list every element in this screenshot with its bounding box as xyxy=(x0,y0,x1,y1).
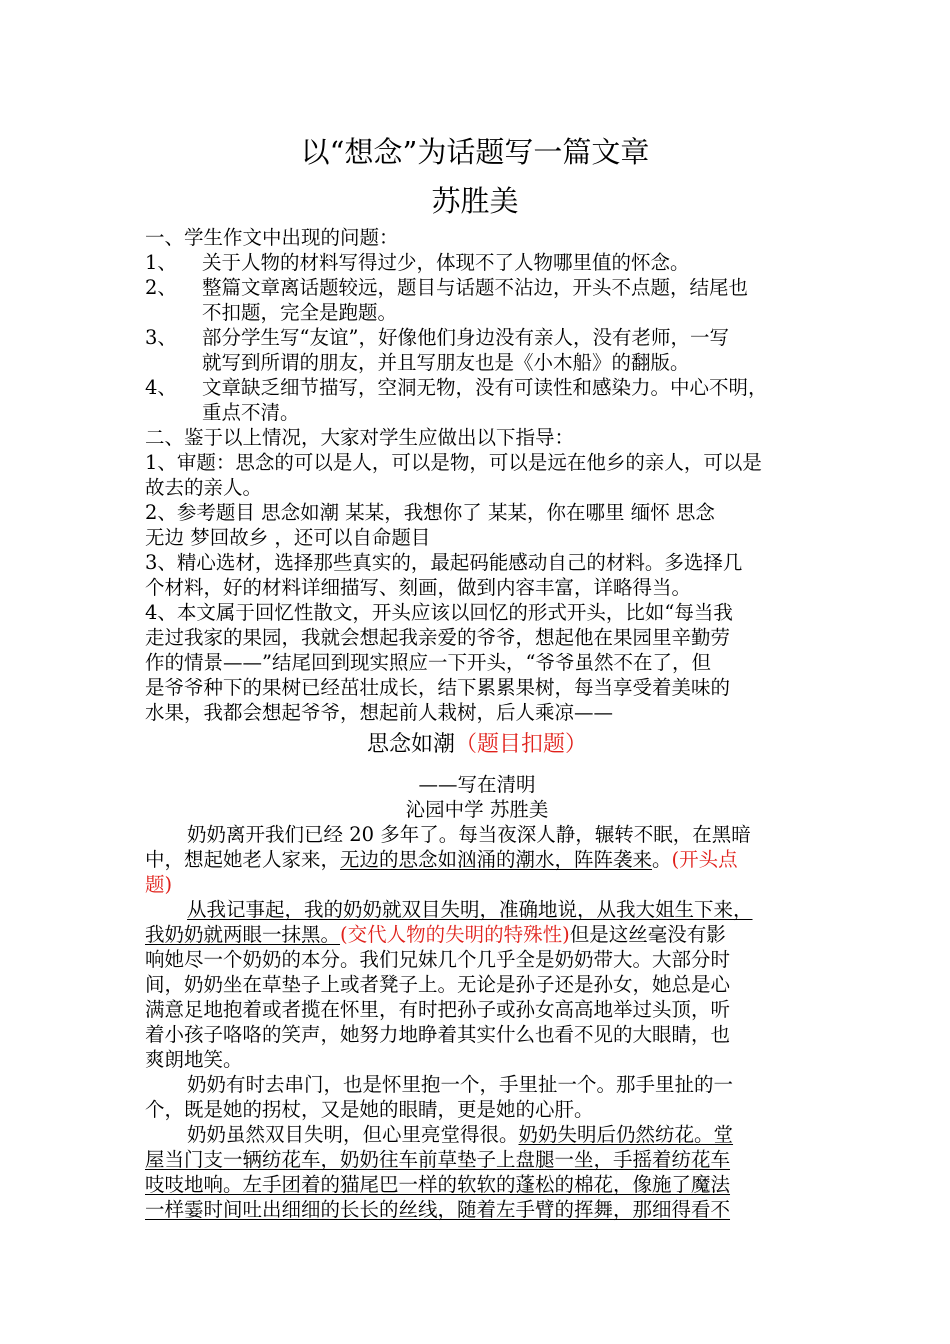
paragraph-line: 一样霎时间吐出细细的长长的丝线，随着左手臂的挥舞，那细得看不 xyxy=(145,1198,731,1221)
document-title: 以“想念”为话题写一篇文章 xyxy=(300,135,650,169)
annotation-note: (开头点 xyxy=(671,848,738,871)
paragraph-line: 满意足地抱着或者揽在怀里，有时把孙子或孙女高高地举过头顶，听 xyxy=(145,998,731,1021)
guide-line: 4、本文属于回忆性散文，开头应该以回忆的形式开头，比如“每当我 xyxy=(145,601,733,624)
item-text: 部分学生写“友谊”，好像他们身边没有亲人，没有老师，一写 xyxy=(202,326,729,349)
guide-line: 3、精心选材，选择那些真实的，最起码能感动自己的材料。多选择几 xyxy=(145,551,743,574)
item-number: 4、 xyxy=(145,376,177,399)
item-number: 1、 xyxy=(145,251,177,274)
paragraph-line: 着小孩子咯咯的笑声，她努力地睁着其实什么也看不见的大眼睛，也 xyxy=(145,1023,731,1046)
annotation-note: 题) xyxy=(145,873,173,896)
paragraph-line: 吱吱地响。左手团着的猫尾巴一样的软软的蓬松的棉花，像施了魔法 xyxy=(145,1173,731,1196)
annotation-note: (交代人物的失明的特殊性) xyxy=(340,923,570,946)
list-item xyxy=(145,275,809,300)
essay-subtitle: ——写在清明 xyxy=(418,773,536,796)
item-number: 2、 xyxy=(145,276,177,299)
item-text-continued: 重点不清。 xyxy=(202,401,300,424)
paragraph-line: 响她尽一个奶奶的本分。我们兄妹几个几乎全是奶奶带大。大部分时 xyxy=(145,948,731,971)
text-run: 中，想起她老人家来， xyxy=(145,848,341,871)
underlined-text: 无边的思念如汹涌的潮水，阵阵袭来 xyxy=(340,848,653,871)
paragraph-line: 间，奶奶坐在草垫子上或者凳子上。无论是孙子还是孙女，她总是心 xyxy=(145,973,731,996)
underlined-text: 奶奶失明后仍然纺花。堂 xyxy=(518,1123,734,1146)
document-author: 苏胜美 xyxy=(431,184,519,218)
paragraph-line: 个，既是她的拐杖，又是她的眼睛，更是她的心肝。 xyxy=(145,1098,594,1121)
guide-line: 作的情景——”结尾回到现实照应一下开头，“爷爷虽然不在了，但 xyxy=(145,651,711,674)
essay-title-text: 思念如潮 xyxy=(366,732,455,757)
paragraph-line: 屋当门支一辆纺花车，奶奶往车前草垫子上盘腿一坐，手摇着纺花车 xyxy=(145,1148,731,1171)
guide-line: 个材料，好的材料详细描写、刻画，做到内容丰富，详略得当。 xyxy=(145,576,692,599)
list-item xyxy=(145,250,809,275)
essay-title-note: （题目扣题） xyxy=(455,732,588,757)
underlined-text: 从我记事起，我的奶奶就双目失明，准确地说，从我大姐生下来， xyxy=(187,898,753,921)
item-number: 3、 xyxy=(145,326,177,349)
part1-section xyxy=(145,225,809,725)
guide-line: 走过我家的果园，我就会想起我亲爱的爷爷，想起他在果园里辛勤劳 xyxy=(145,626,731,649)
paragraph-line: 奶奶有时去串门，也是怀里抱一个，手里扯一个。那手里扯的一 xyxy=(187,1073,734,1096)
item-text: 文章缺乏细节描写，空洞无物，没有可读性和感染力。中心不明， xyxy=(202,376,768,399)
part1-heading: 一、学生作文中出现的问题： xyxy=(145,226,399,249)
part2-heading: 二、鉴于以上情况，大家对学生应做出以下指导： xyxy=(145,426,575,449)
paragraph-line xyxy=(145,847,809,872)
guide-line: 是爷爷种下的果树已经茁壮成长，结下累累果树，每当享受着美味的 xyxy=(145,676,731,699)
list-item xyxy=(145,375,809,400)
guide-line: 无边 梦回故乡 ，还可以自命题目 xyxy=(145,526,431,549)
paragraph-line xyxy=(145,897,809,922)
item-text: 整篇文章离话题较远，题目与话题不沾边，开头不点题，结尾也 xyxy=(202,276,749,299)
essay-title xyxy=(145,730,809,760)
essay-section xyxy=(145,730,809,1222)
text-run: 但是这丝毫没有影 xyxy=(569,923,726,946)
paragraph-line: 奶奶离开我们已经 20 多年了。每当夜深人静，辗转不眠，在黑暗 xyxy=(187,823,751,846)
item-text: 关于人物的材料写得过少，体现不了人物哪里值的怀念。 xyxy=(202,251,690,274)
item-text-continued: 就写到所谓的朋友，并且写朋友也是《小木船》的翻版。 xyxy=(202,351,690,374)
text-run: 。 xyxy=(652,848,672,871)
item-text-continued: 不扣题，完全是跑题。 xyxy=(202,301,398,324)
guide-line: 故去的亲人。 xyxy=(145,476,263,499)
guide-line: 1、审题：思念的可以是人，可以是物，可以是远在他乡的亲人，可以是 xyxy=(145,451,762,474)
paragraph-line: 爽朗地笑。 xyxy=(145,1048,243,1071)
text-run: 奶奶虽然双目失明，但心里亮堂得很。 xyxy=(187,1123,519,1146)
paragraph-line xyxy=(145,922,809,947)
list-item xyxy=(145,325,809,350)
guide-line: 水果，我都会想起爷爷，想起前人栽树，后人乘凉—— xyxy=(145,701,614,724)
essay-byline: 沁园中学 苏胜美 xyxy=(405,798,549,821)
underlined-text: 我奶奶就两眼一抹黑。 xyxy=(145,923,341,946)
paragraph-line xyxy=(145,1122,809,1147)
guide-line: 2、参考题目 思念如潮 某某，我想你了 某某，你在哪里 缅怀 思念 xyxy=(145,501,715,524)
